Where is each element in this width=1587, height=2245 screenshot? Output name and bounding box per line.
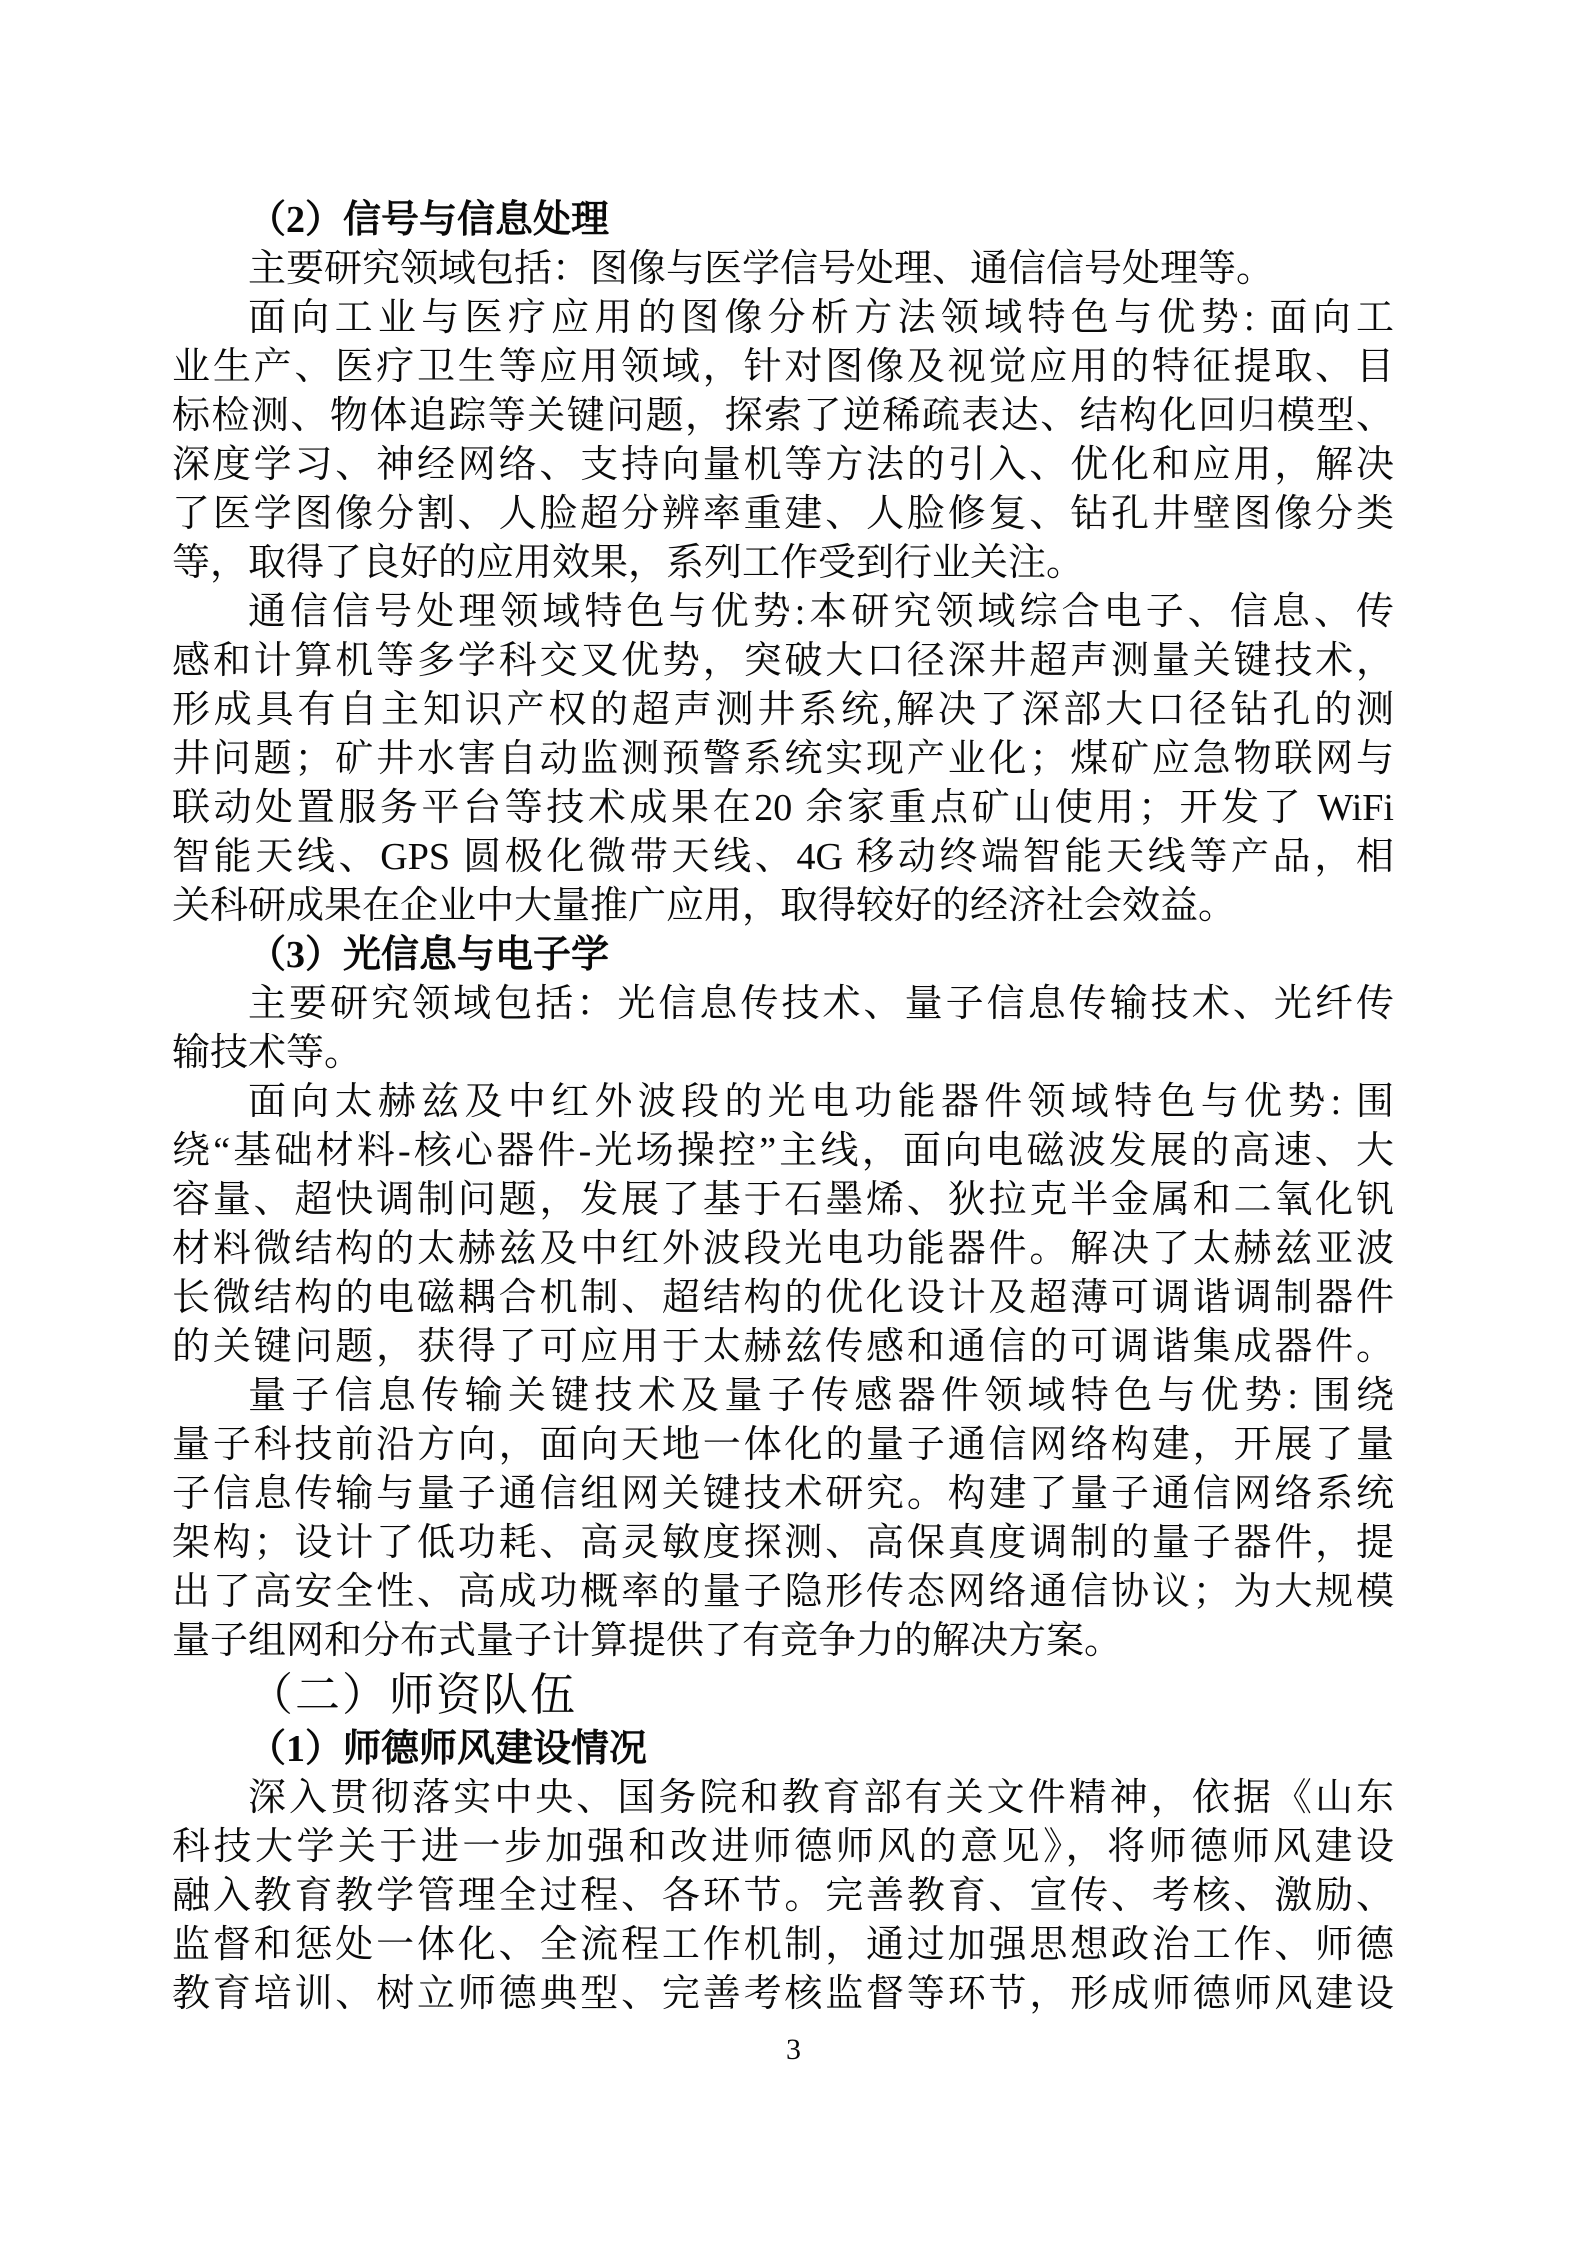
text-line: 子信息传输与量子通信组网关键技术研究。构建了量子通信网络系统	[172, 1473, 1394, 1515]
text-line: 绕“基础材料-核心器件-光场操控”主线，面向电磁波发展的高速、大	[172, 1130, 1394, 1172]
text-line: 感和计算机等多学科交叉优势，突破大口径深井超声测量关键技术，	[172, 640, 1394, 682]
text-line: 材料微结构的太赫兹及中红外波段光电功能器件。解决了太赫兹亚波	[172, 1228, 1394, 1270]
text-line: 主要研究领域包括：图像与医学信号处理、通信信号处理等。	[248, 248, 1275, 290]
text-line: 量子信息传输关键技术及量子传感器件领域特色与优势: 围绕	[248, 1375, 1394, 1417]
subsection-heading: （2）信号与信息处理	[248, 199, 610, 241]
text-line: 通信信号处理领域特色与优势:本研究领域综合电子、信息、传	[248, 591, 1394, 633]
text-line: 监督和惩处一体化、全流程工作机制，通过加强思想政治工作、师德	[172, 1924, 1394, 1966]
text-line: 主要研究领域包括：光信息传技术、量子信息传输技术、光纤传	[248, 983, 1394, 1025]
text-line: 面向太赫兹及中红外波段的光电功能器件领域特色与优势: 围	[248, 1081, 1394, 1123]
subsection-heading: （3）光信息与电子学	[248, 934, 610, 976]
text-line: 出了高安全性、高成功概率的量子隐形传态网络通信协议；为大规模	[172, 1571, 1394, 1613]
text-line: 教育培训、树立师德典型、完善考核监督等环节，形成师德师风建设	[172, 1973, 1394, 2015]
text-line: 面向工业与医疗应用的图像分析方法领域特色与优势: 面向工	[248, 297, 1394, 339]
text-line: 了医学图像分割、人脸超分辨率重建、人脸修复、钻孔井壁图像分类	[172, 493, 1394, 535]
text-line: 架构；设计了低功耗、高灵敏度探测、高保真度调制的量子器件，提	[172, 1522, 1394, 1564]
text-line: 融入教育教学管理全过程、各环节。完善教育、宣传、考核、激励、	[172, 1875, 1394, 1917]
text-line: 量子组网和分布式量子计算提供了有竞争力的解决方案。	[172, 1620, 1123, 1662]
subsection-heading: （1）师德师风建设情况	[248, 1728, 648, 1770]
text-line: 形成具有自主知识产权的超声测井系统,解决了深部大口径钻孔的测	[172, 689, 1394, 731]
text-line: 井问题；矿井水害自动监测预警系统实现产业化；煤矿应急物联网与	[172, 738, 1394, 780]
text-line: 输技术等。	[172, 1032, 363, 1074]
text-line: 的关键问题，获得了可应用于太赫兹传感和通信的可调谐集成器件。	[172, 1326, 1394, 1368]
text-line: 联动处置服务平台等技术成果在20 余家重点矿山使用；开发了 WiFi	[172, 787, 1394, 829]
text-line: 深度学习、神经网络、支持向量机等方法的引入、优化和应用，解决	[172, 444, 1394, 486]
page-number: 3	[786, 2033, 801, 2066]
text-line: 标检测、物体追踪等关键问题，探索了逆稀疏表达、结构化回归模型、	[172, 395, 1394, 437]
text-line: 智能天线、GPS 圆极化微带天线、4G 移动终端智能天线等产品，相	[172, 836, 1394, 878]
text-line: 量子科技前沿方向，面向天地一体化的量子通信网络构建，开展了量	[172, 1424, 1394, 1466]
document-body	[172, 196, 1394, 2019]
text-line: 长微结构的电磁耦合机制、超结构的优化设计及超薄可调谐调制器件	[172, 1277, 1394, 1319]
text-line: 业生产、医疗卫生等应用领域，针对图像及视觉应用的特征提取、目	[172, 346, 1394, 388]
text-line: 深入贯彻落实中央、国务院和教育部有关文件精神，依据《山东	[248, 1777, 1394, 1819]
text-line: 关科研成果在企业中大量推广应用，取得较好的经济社会效益。	[172, 885, 1237, 927]
text-line: 科技大学关于进一步加强和改进师德师风的意见》，将师德师风建设	[172, 1826, 1394, 1868]
section-heading: （二）师资队伍	[248, 1670, 578, 1720]
text-line: 容量、超快调制问题，发展了基于石墨烯、狄拉克半金属和二氧化钒	[172, 1179, 1394, 1221]
text-line: 等，取得了良好的应用效果，系列工作受到行业关注。	[172, 542, 1085, 584]
